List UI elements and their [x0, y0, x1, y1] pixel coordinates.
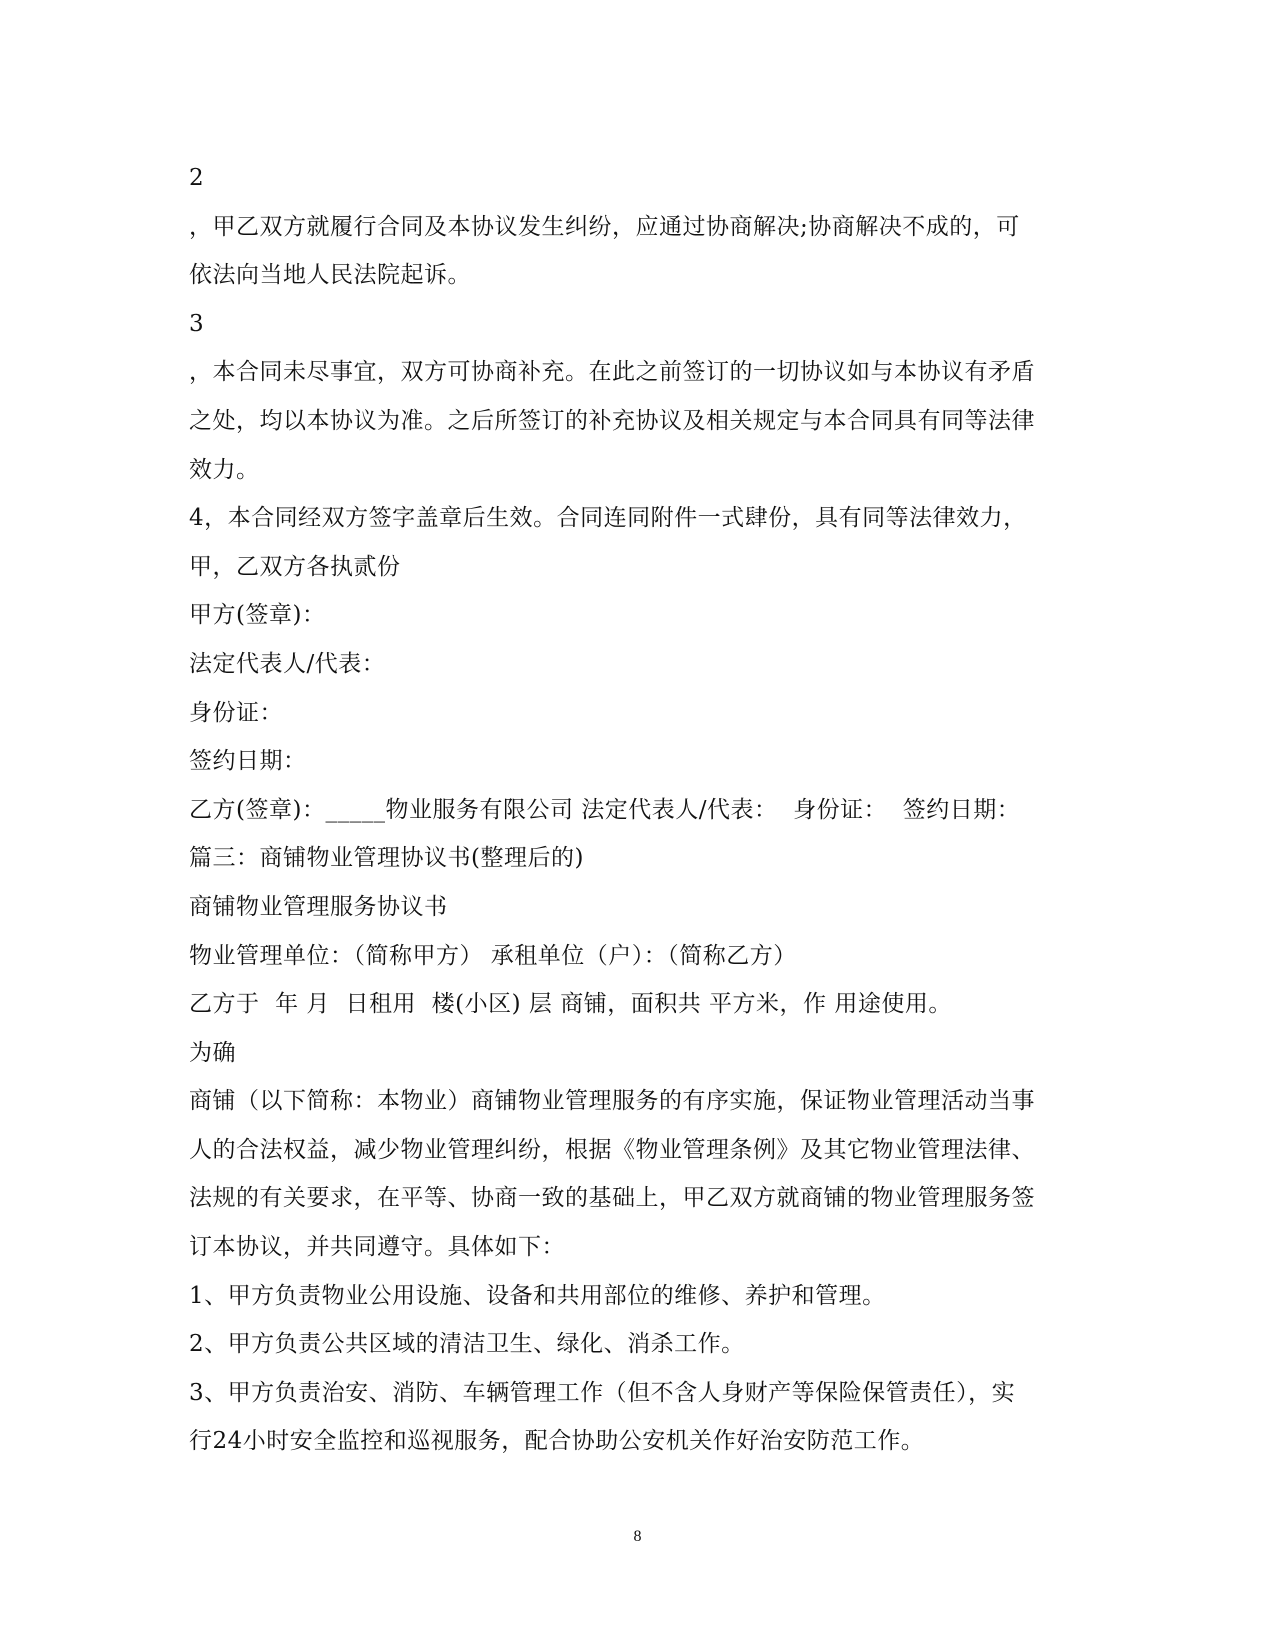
text-line: 乙方(签章)：_____物业服务有限公司 法定代表人/代表： 身份证： 签约日期：: [189, 796, 1021, 823]
text-line: ，甲乙双方就履行合同及本协议发生纠纷，应通过协商解决;协商解决不成的，可: [189, 213, 1020, 240]
text-line: 法定代表人/代表：: [189, 650, 386, 677]
text-line: 身份证：: [189, 699, 283, 726]
list-item: 2、甲方负责公共区域的清洁卫生、绿化、消杀工作。: [189, 1331, 745, 1358]
text-line: 依法向当地人民法院起诉。: [189, 262, 471, 289]
text-line: 甲方(签章)：: [189, 602, 326, 629]
list-item: 1、甲方负责物业公用设施、设备和共用部位的维修、养护和管理。: [189, 1282, 886, 1309]
section-heading: 篇三：商铺物业管理协议书(整理后的): [189, 845, 584, 872]
text-line: ，本合同未尽事宜，双方可协商补充。在此之前签订的一切协议如与本协议有矛盾: [189, 359, 1035, 386]
text-line: 乙方于 年 月 日租用 楼(小区) 层 商铺，面积共 平方米，作 用途使用。: [189, 991, 952, 1018]
text-line: 甲，乙双方各执贰份: [189, 553, 401, 580]
text-line: 之处，均以本协议为准。之后所签订的补充协议及相关规定与本合同具有同等法律: [189, 407, 1035, 434]
text-line: 签约日期：: [189, 748, 307, 775]
text-line: 物业管理单位：（简称甲方） 承租单位（户）：（简称乙方）: [189, 942, 797, 969]
text-line: 订本协议，并共同遵守。具体如下：: [189, 1234, 565, 1261]
text-line: 行24小时安全监控和巡视服务，配合协助公安机关作好治安防范工作。: [189, 1428, 925, 1455]
text-line: 法规的有关要求，在平等、协商一致的基础上，甲乙双方就商铺的物业管理服务签: [189, 1185, 1035, 1212]
text-line: 3: [189, 310, 205, 337]
text-line: 效力。: [189, 456, 260, 483]
list-item: 3、甲方负责治安、消防、车辆管理工作（但不含人身财产等保险保管责任），实: [189, 1379, 1016, 1406]
text-line: 为确: [189, 1039, 236, 1066]
page-number: 8: [633, 1528, 642, 1545]
text-line: 4，本合同经双方签字盖章后生效。合同连同附件一式肆份，具有同等法律效力，: [189, 505, 1027, 532]
text-line: 2: [189, 165, 205, 191]
text-line: 人的合法权益，减少物业管理纠纷，根据《物业管理条例》及其它物业管理法律、: [189, 1136, 1035, 1163]
document-body: [189, 154, 1089, 1466]
text-line: 商铺（以下简称：本物业）商铺物业管理服务的有序实施，保证物业管理活动当事: [189, 1088, 1035, 1115]
document-title: 商铺物业管理服务协议书: [189, 893, 448, 920]
